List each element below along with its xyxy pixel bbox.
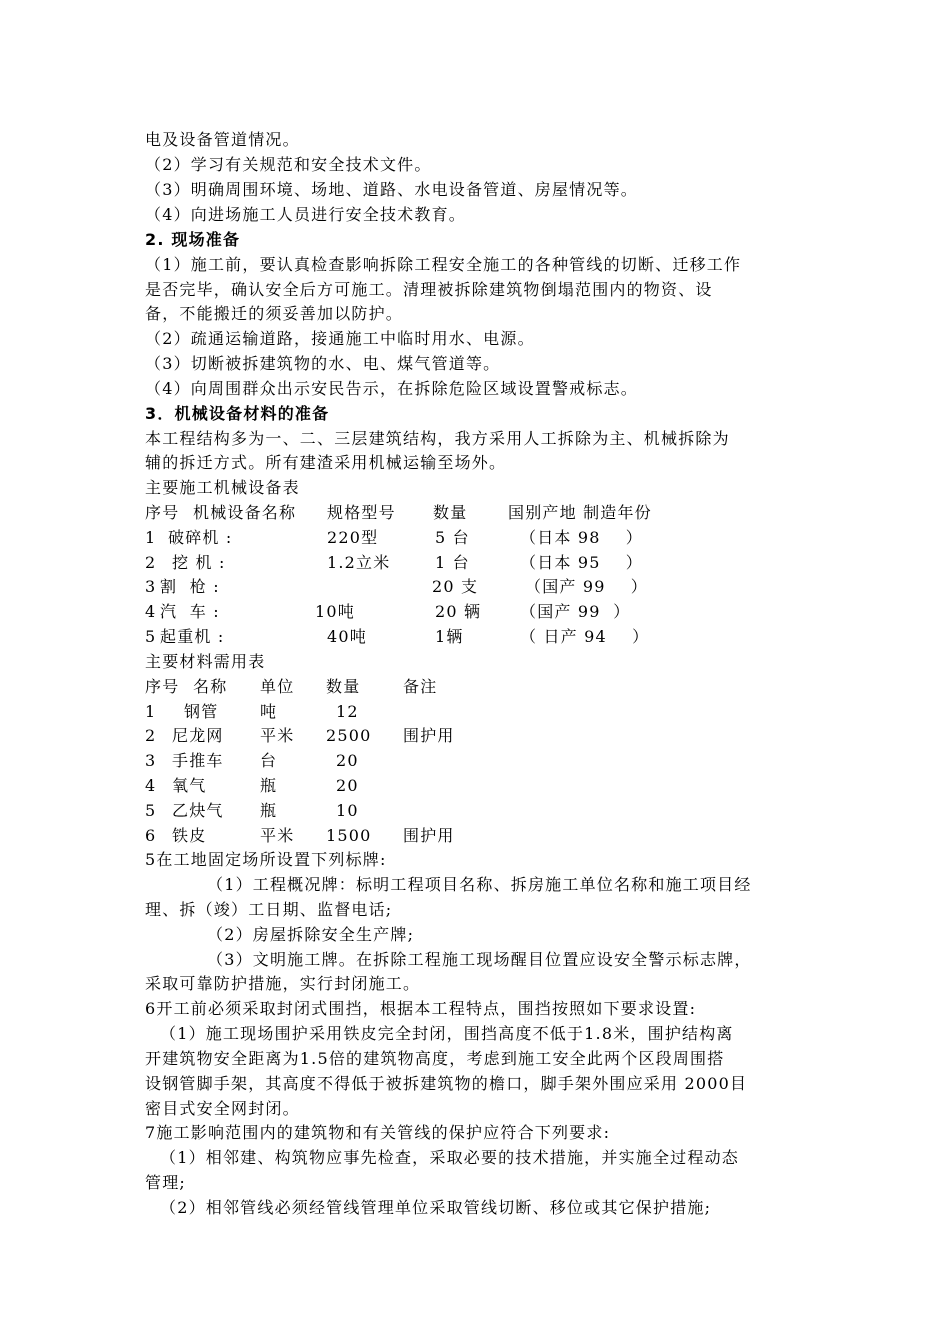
list-item: （2）相邻管线必须经管线管理单位采取管线切断、移位或其它保护措施;	[160, 1198, 712, 1217]
paragraph-line: 6开工前必须采取封闭式围挡，根据本工程特点，围挡按照如下要求设置:	[145, 999, 697, 1018]
table-cell: 平米	[260, 826, 295, 845]
header-cell: 规格型号	[327, 503, 396, 522]
list-item: （1）施工前，要认真检查影响拆除工程安全施工的各种管线的切断、迁移工作	[145, 255, 742, 274]
header-cell: 序号	[145, 503, 180, 522]
table-cell: 2	[145, 726, 157, 745]
paragraph-line: 管理;	[145, 1173, 186, 1192]
table-cell: 4	[145, 776, 157, 795]
table-cell: 20 辆	[435, 602, 482, 621]
table-cell: 破碎机 :	[168, 528, 233, 547]
table-title: 主要材料需用表	[145, 652, 266, 671]
table-cell: 1	[145, 702, 157, 721]
table-cell: 6	[145, 826, 157, 845]
list-item: （4）向周围群众出示安民告示，在拆除危险区域设置警戒标志。	[145, 379, 638, 398]
table-cell: （ 日产 94 ）	[520, 627, 650, 646]
table-cell: 20	[336, 751, 359, 770]
table-cell: 20	[336, 776, 359, 795]
list-item: （1）工程概况牌：标明工程项目名称、拆房施工单位名称和施工项目经	[207, 875, 752, 894]
table-cell: 围护用	[403, 826, 455, 845]
table-cell: （国产 99 ）	[525, 577, 648, 596]
paragraph-line: 辅的拆迁方式。所有建渣采用机械运输至场外。	[145, 453, 507, 472]
table-cell: （日本 95 ）	[520, 553, 643, 572]
paragraph-line: 是否完毕，确认安全后方可施工。清理被拆除建筑物倒塌范围内的物资、设	[145, 280, 713, 299]
table-cell: 瓶	[260, 801, 278, 820]
paragraph-line: 设钢管脚手架，其高度不得低于被拆建筑物的檐口，脚手架外围应采用 2000目	[145, 1074, 748, 1093]
table-cell: 20 支	[432, 577, 479, 596]
list-item: （1）相邻建、构筑物应事先检查，采取必要的技术措施，并实施全过程动态	[160, 1148, 739, 1167]
table-cell: 2500	[326, 726, 372, 745]
table-cell: 台	[260, 751, 278, 770]
table-cell: 10吨	[315, 602, 355, 621]
table-cell: 围护用	[403, 726, 455, 745]
list-item: （2）房屋拆除安全生产牌;	[207, 925, 415, 944]
table-cell: 氧气	[172, 776, 207, 795]
header-cell: 备注	[403, 677, 438, 696]
table-cell: 铁皮	[172, 826, 207, 845]
header-cell: 国别产地 制造年份	[508, 503, 652, 522]
table-cell: 平米	[260, 726, 295, 745]
paragraph-line: 采取可靠防护措施，实行封闭施工。	[145, 974, 421, 993]
list-item: （2）疏通运输道路，接通施工中临时用水、电源。	[145, 329, 535, 348]
paragraph-line: 开建筑物安全距离为1.5倍的建筑物高度，考虑到施工安全此两个区段周围搭	[145, 1049, 725, 1068]
table-cell: 钢管	[184, 702, 219, 721]
table-cell: 10	[336, 801, 359, 820]
header-cell: 机械设备名称	[193, 503, 297, 522]
table-cell: 4	[145, 602, 157, 621]
list-item: （3）明确周围环境、场地、道路、水电设备管道、房屋情况等。	[145, 180, 638, 199]
table-cell: 40吨	[327, 627, 367, 646]
paragraph-line: 7施工影响范围内的建筑物和有关管线的保护应符合下列要求:	[145, 1123, 611, 1142]
table-title: 主要施工机械设备表	[145, 478, 300, 497]
table-cell: 乙炔气	[172, 801, 224, 820]
table-cell: 1	[145, 528, 157, 547]
section-heading: 2. 现场准备	[145, 230, 241, 249]
table-cell: 汽 车 :	[160, 602, 220, 621]
table-cell: 手推车	[172, 751, 224, 770]
table-cell: 5	[145, 801, 157, 820]
paragraph-line: 备，不能搬迁的须妥善加以防护。	[145, 304, 404, 323]
header-cell: 单位	[260, 677, 295, 696]
table-cell: （国产 99 ）	[520, 602, 631, 621]
table-cell: 尼龙网	[172, 726, 224, 745]
header-cell: 数量	[326, 677, 361, 696]
list-item: （1）施工现场围护采用铁皮完全封闭，围挡高度不低于1.8米，围护结构离	[160, 1024, 734, 1043]
table-cell: 3	[145, 577, 157, 596]
table-cell: 2	[145, 553, 157, 572]
table-cell: 1500	[326, 826, 372, 845]
table-cell: 瓶	[260, 776, 278, 795]
paragraph-line: 密目式安全网封闭。	[145, 1099, 300, 1118]
table-cell: 挖 机 :	[172, 553, 226, 572]
table-cell: （日本 98 ）	[520, 528, 643, 547]
table-cell: 3	[145, 751, 157, 770]
table-cell: 5	[145, 627, 157, 646]
header-cell: 数量	[433, 503, 468, 522]
table-cell: 起重机 :	[160, 627, 225, 646]
header-cell: 名称	[193, 677, 228, 696]
table-cell: 1辆	[435, 627, 464, 646]
paragraph-line: 5在工地固定场所设置下列标牌:	[145, 850, 387, 869]
list-item: （2）学习有关规范和安全技术文件。	[145, 155, 432, 174]
table-cell: 割 枪 :	[160, 577, 220, 596]
table-cell: 吨	[260, 702, 278, 721]
table-cell: 1 台	[435, 553, 470, 572]
table-cell: 12	[336, 702, 359, 721]
paragraph-line: 电及设备管道情况。	[145, 130, 300, 149]
table-cell: 5 台	[435, 528, 470, 547]
table-cell: 220型	[327, 528, 379, 547]
paragraph-line: 本工程结构多为一、二、三层建筑结构，我方采用人工拆除为主、机械拆除为	[145, 429, 730, 448]
table-cell: 1.2立米	[327, 553, 391, 572]
paragraph-line: 理、拆（竣）工日期、监督电话;	[145, 900, 393, 919]
list-item: （4）向进场施工人员进行安全技术教育。	[145, 205, 466, 224]
section-heading: 3．机械设备材料的准备	[145, 404, 330, 423]
list-item: （3）切断被拆建筑物的水、电、煤气管道等。	[145, 354, 501, 373]
header-cell: 序号	[145, 677, 180, 696]
list-item: （3）文明施工牌。在拆除工程施工现场醒目位置应设安全警示标志牌，	[207, 950, 752, 969]
